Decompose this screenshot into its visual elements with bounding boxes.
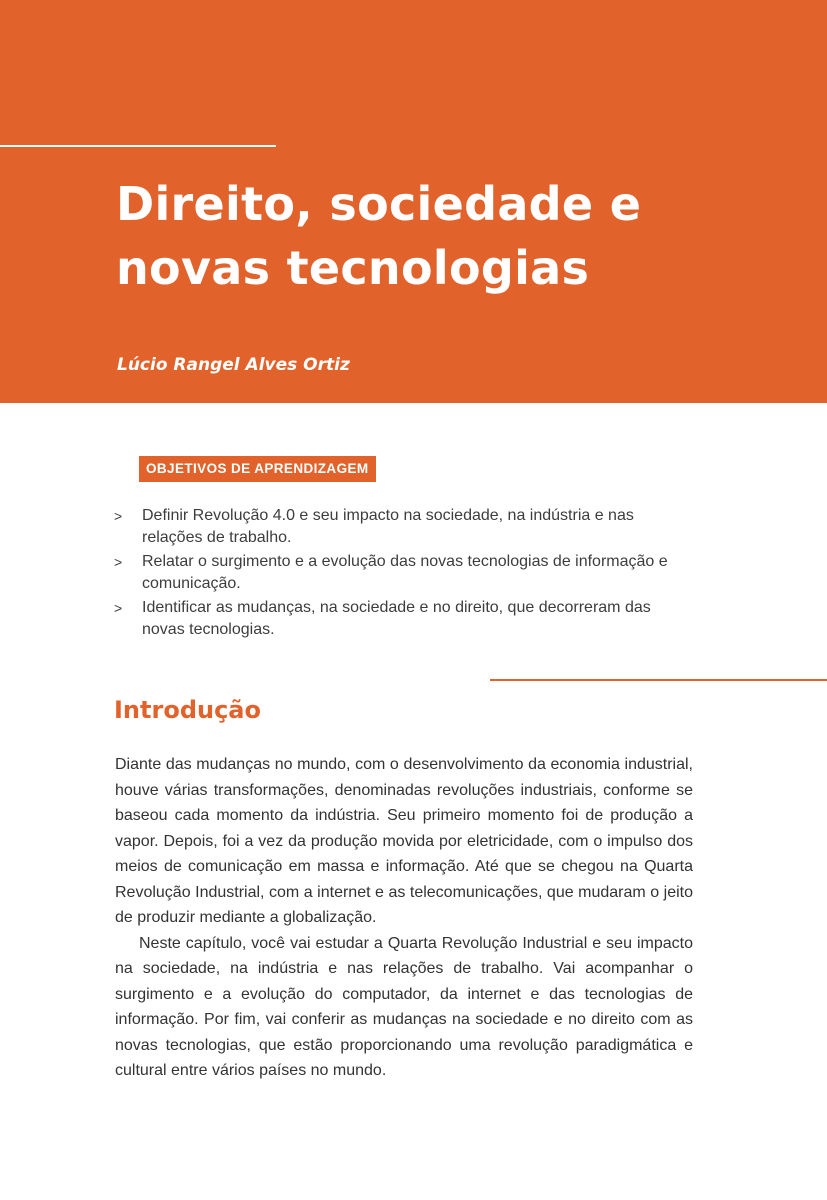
objective-item [114, 551, 696, 595]
chapter-header [0, 0, 827, 403]
author-name: Lúcio Rangel Alves Ortiz [117, 355, 350, 375]
chapter-title: Direito, sociedade e novas tecnologias [116, 177, 642, 295]
section-divider [490, 679, 827, 681]
header-divider [0, 145, 276, 147]
body-paragraph: Neste capítulo, você vai estudar a Quarta Revolução Industrial e seu impacto na sociedade, na indústria e nas relações de trabalho. Vai acompanhar o surgimento e a evolução do computador, da internet e das tecnologias de informação. Por fim, vai conferir as mudanças na sociedade e no direito com as novas tecnologias, que estão proporcionando uma revolução paradigmática e cultural entre vários países no mundo. [115, 934, 693, 1079]
objective-item [114, 597, 696, 641]
section-heading-introduction: Introdução [114, 696, 261, 724]
bullet-chevron-icon: > [114, 508, 123, 524]
learning-objectives-list [114, 505, 696, 643]
objective-text: Definir Revolução 4.0 e seu impacto na sociedade, na indústria e nas relações de trabalho. [142, 507, 634, 546]
learning-objectives-badge: OBJETIVOS DE APRENDIZAGEM [139, 456, 376, 482]
objective-text: Identificar as mudanças, na sociedade e no direito, que decorreram das novas tecnologias. [142, 599, 651, 638]
objective-item [114, 505, 696, 549]
objective-text: Relatar o surgimento e a evolução das novas tecnologias de informação e comunicação. [142, 553, 668, 592]
introduction-body [115, 752, 693, 1084]
bullet-chevron-icon: > [114, 554, 123, 570]
body-paragraph: Diante das mudanças no mundo, com o desenvolvimento da economia industrial, houve várias transformações, denominadas revoluções industriais, conforme se baseou cada momento da indústria. Seu primeiro momento foi de produção a vapor. Depois, foi a vez da produção movida por eletricidade, com o impulso dos meios de comunicação em massa e informação. Até que se chegou na Quarta Revolução Industrial, com a internet e as telecomunicações, que mudaram o jeito de produzir mediante a globalização. [115, 756, 693, 926]
bullet-chevron-icon: > [114, 600, 123, 616]
